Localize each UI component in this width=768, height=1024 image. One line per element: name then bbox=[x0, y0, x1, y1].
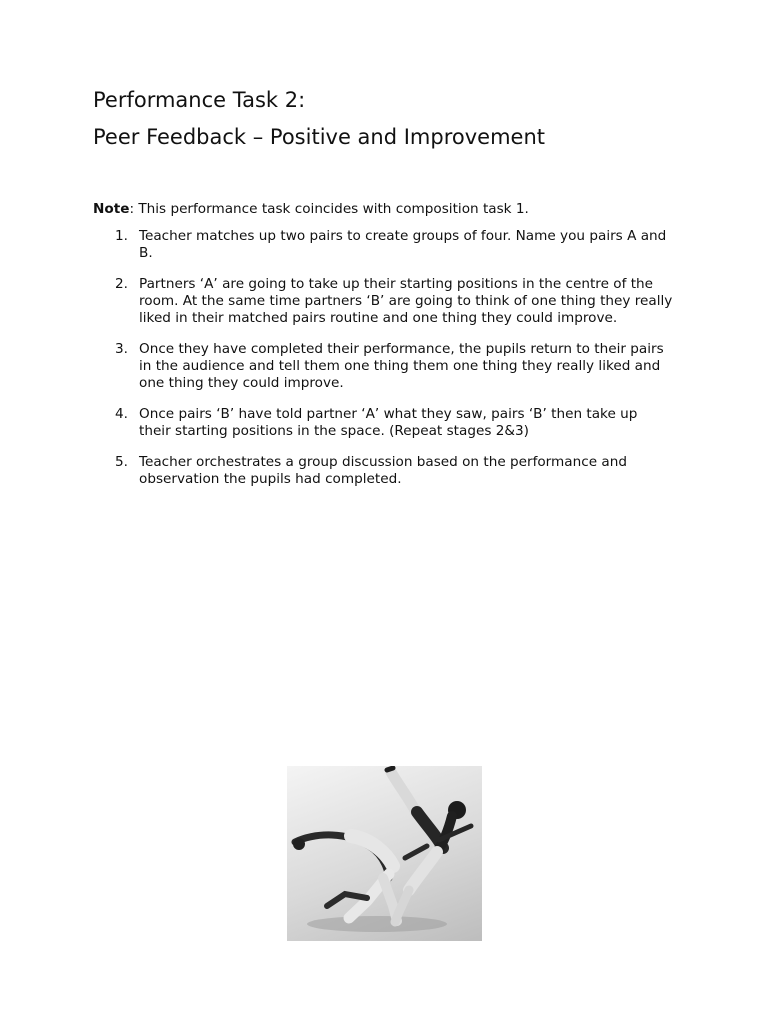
step-text: Once pairs ‘B’ have told partner ‘A’ what they saw, pairs ‘B’ then take up their starting positions in the space. (Repeat stages 2&3) bbox=[139, 406, 638, 439]
step-number: 4. bbox=[115, 406, 128, 422]
step-text: Once they have completed their performance, the pupils return to their pairs in the audience and tell them one thing them one thing they really liked and one thing they could improve. bbox=[139, 341, 664, 391]
list-item bbox=[93, 228, 673, 262]
steps-list bbox=[93, 228, 673, 502]
dance-photo bbox=[287, 766, 482, 941]
list-item bbox=[93, 341, 673, 392]
page-subtitle: Peer Feedback – Positive and Improvement bbox=[93, 125, 546, 149]
note-label: Note bbox=[93, 201, 130, 217]
step-number: 2. bbox=[115, 276, 128, 292]
page-title: Performance Task 2: bbox=[93, 88, 306, 112]
note-text: : This performance task coincides with composition task 1. bbox=[129, 201, 529, 217]
step-number: 1. bbox=[115, 228, 128, 244]
list-item bbox=[93, 276, 673, 327]
list-item bbox=[93, 406, 673, 440]
step-number: 3. bbox=[115, 341, 128, 357]
list-item bbox=[93, 454, 673, 488]
step-text: Teacher orchestrates a group discussion based on the performance and observation the pupils had completed. bbox=[139, 454, 627, 487]
step-text: Teacher matches up two pairs to create groups of four. Name you pairs A and B. bbox=[139, 228, 667, 261]
note-paragraph bbox=[93, 200, 529, 218]
step-number: 5. bbox=[115, 454, 128, 470]
step-text: Partners ‘A’ are going to take up their starting positions in the centre of the room. At the same time partners ‘B’ are going to think of one thing they really liked in their matched pairs routine and one thing they could improve. bbox=[139, 276, 673, 326]
dance-photo-icon bbox=[287, 766, 482, 941]
